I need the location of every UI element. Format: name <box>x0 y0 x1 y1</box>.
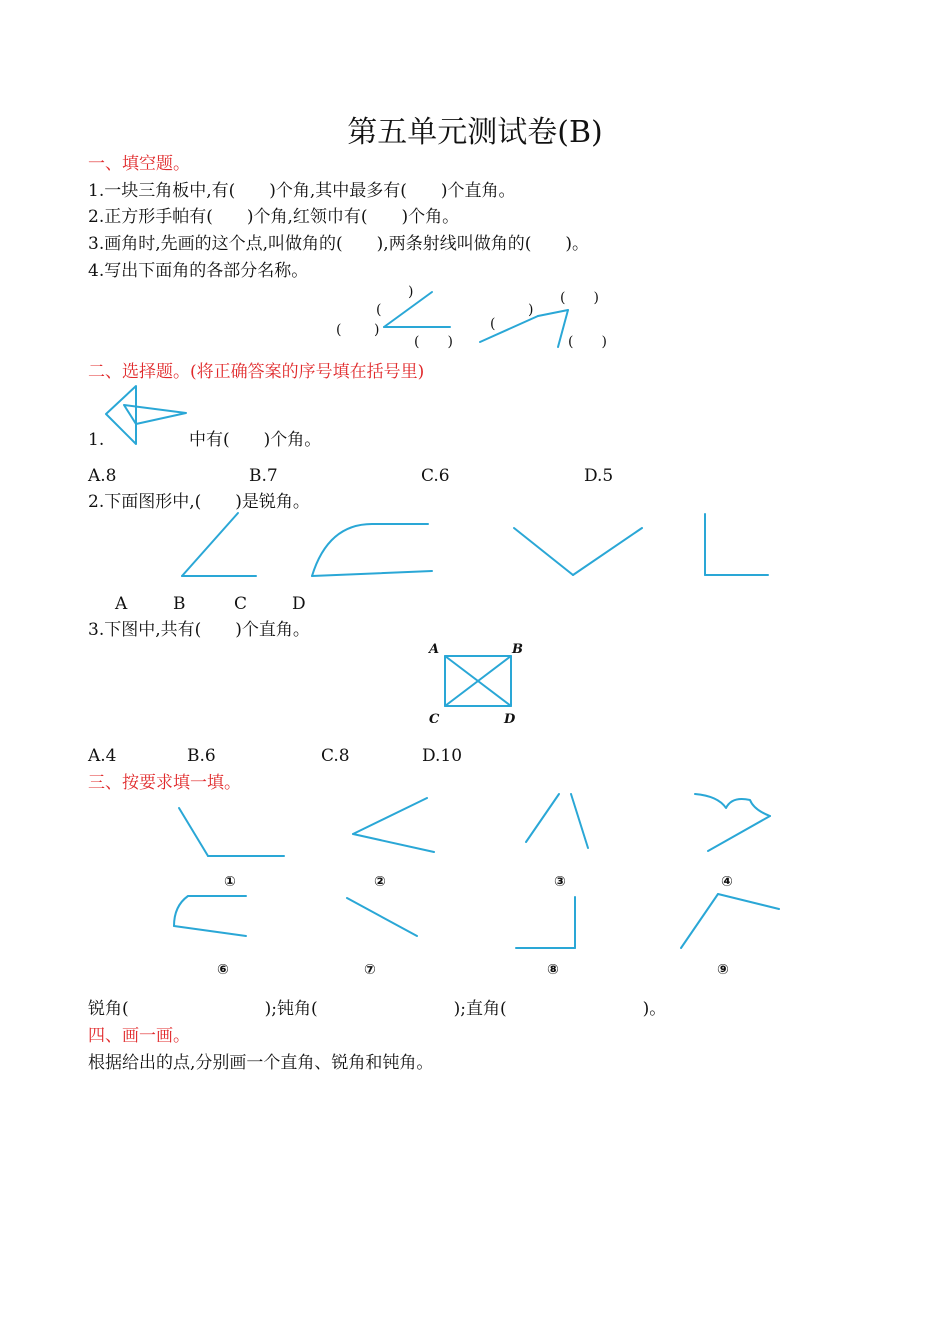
figure-4 <box>695 794 770 851</box>
label-2-2-d: D <box>292 594 306 614</box>
answer-line: 锐角( );钝角( );直角( )。 <box>88 999 667 1019</box>
question-1-2: 2.正方形手帕有( )个角,红领巾有( )个角。 <box>88 207 460 227</box>
label-3: ③ <box>554 874 566 890</box>
paren-4: ) <box>374 322 380 338</box>
paren-7: ) <box>528 302 534 318</box>
question-2-3: 3.下图中,共有( )个直角。 <box>88 620 310 640</box>
section-4-instruction: 根据给出的点,分别画一个直角、锐角和钝角。 <box>88 1053 434 1073</box>
label-8: ⑧ <box>547 962 559 978</box>
vertex-c: C <box>429 712 440 727</box>
figure-9 <box>681 894 779 948</box>
option-2-1-c: C.6 <box>421 466 450 486</box>
vertex-a: A <box>429 642 440 657</box>
paren-9: ( ) <box>568 334 607 350</box>
figure-2 <box>353 798 434 852</box>
question-2-1-prefix: 1. <box>88 430 105 450</box>
vertex-d: D <box>504 712 516 727</box>
vertex-b: B <box>512 642 523 657</box>
paren-2: ( <box>376 302 382 318</box>
angle-2-ray-left <box>480 316 538 342</box>
paren-5: ( ) <box>414 334 453 350</box>
label-9: ⑨ <box>717 962 729 978</box>
figure-3 <box>526 794 588 848</box>
section-3-heading: 三、按要求填一填。 <box>88 773 241 793</box>
figure-6 <box>174 896 246 936</box>
option-2-3-a: A.4 <box>88 746 117 766</box>
label-1: ① <box>224 874 236 890</box>
label-7: ⑦ <box>364 962 376 978</box>
figure-7 <box>347 898 417 936</box>
acute-angle-options-figure <box>170 508 780 583</box>
figure-1 <box>179 808 284 856</box>
label-2-2-a: A <box>115 594 128 614</box>
question-1-1: 1.一块三角板中,有( )个角,其中最多有( )个直角。 <box>88 181 516 201</box>
paren-6: ( <box>490 316 496 332</box>
label-2-2-c: C <box>234 594 248 614</box>
angle-figure-1 <box>384 292 450 327</box>
section-4-heading: 四、画一画。 <box>88 1026 190 1046</box>
angle-classification-figure <box>160 786 790 982</box>
option-2-3-d: D.10 <box>422 746 463 766</box>
option-2-3-c: C.8 <box>321 746 350 766</box>
option-2-3-b: B.6 <box>187 746 216 766</box>
option-c-angle <box>514 528 642 575</box>
paren-1: ) <box>408 284 414 300</box>
option-b-shape <box>312 524 432 576</box>
question-2-1-text: 中有( )个角。 <box>189 430 322 450</box>
figure-8 <box>516 897 575 948</box>
label-6: ⑥ <box>217 962 229 978</box>
angle-parts-figure <box>320 280 640 355</box>
paren-8: ( ) <box>560 290 599 306</box>
question-1-3: 3.画角时,先画的这个点,叫做角的( ),两条射线叫做角的( )。 <box>88 234 589 254</box>
option-2-1-d: D.5 <box>584 466 614 486</box>
angle-2-ray-mid <box>538 310 568 316</box>
option-2-1-a: A.8 <box>88 466 117 486</box>
question-2-2: 2.下面图形中,( )是锐角。 <box>88 492 310 512</box>
section-2-heading: 二、选择题。(将正确答案的序号填在括号里) <box>88 362 425 382</box>
option-a-angle <box>182 513 256 576</box>
paren-3: ( <box>336 322 342 338</box>
question-1-4: 4.写出下面角的各部分名称。 <box>88 261 309 281</box>
section-1-heading: 一、填空题。 <box>88 154 190 174</box>
label-2: ② <box>374 874 386 890</box>
label-4: ④ <box>721 874 733 890</box>
option-d-angle <box>705 514 768 575</box>
option-2-1-b: B.7 <box>249 466 278 486</box>
angle-2-ray-down <box>558 310 568 347</box>
page-title: 第五单元测试卷(B) <box>347 115 603 150</box>
rectangle-diagonals-figure <box>424 638 528 728</box>
arrow-triangle <box>106 386 136 444</box>
arrow-spike <box>124 405 186 424</box>
label-2-2-b: B <box>173 594 186 614</box>
arrow-shape-figure <box>104 384 194 448</box>
